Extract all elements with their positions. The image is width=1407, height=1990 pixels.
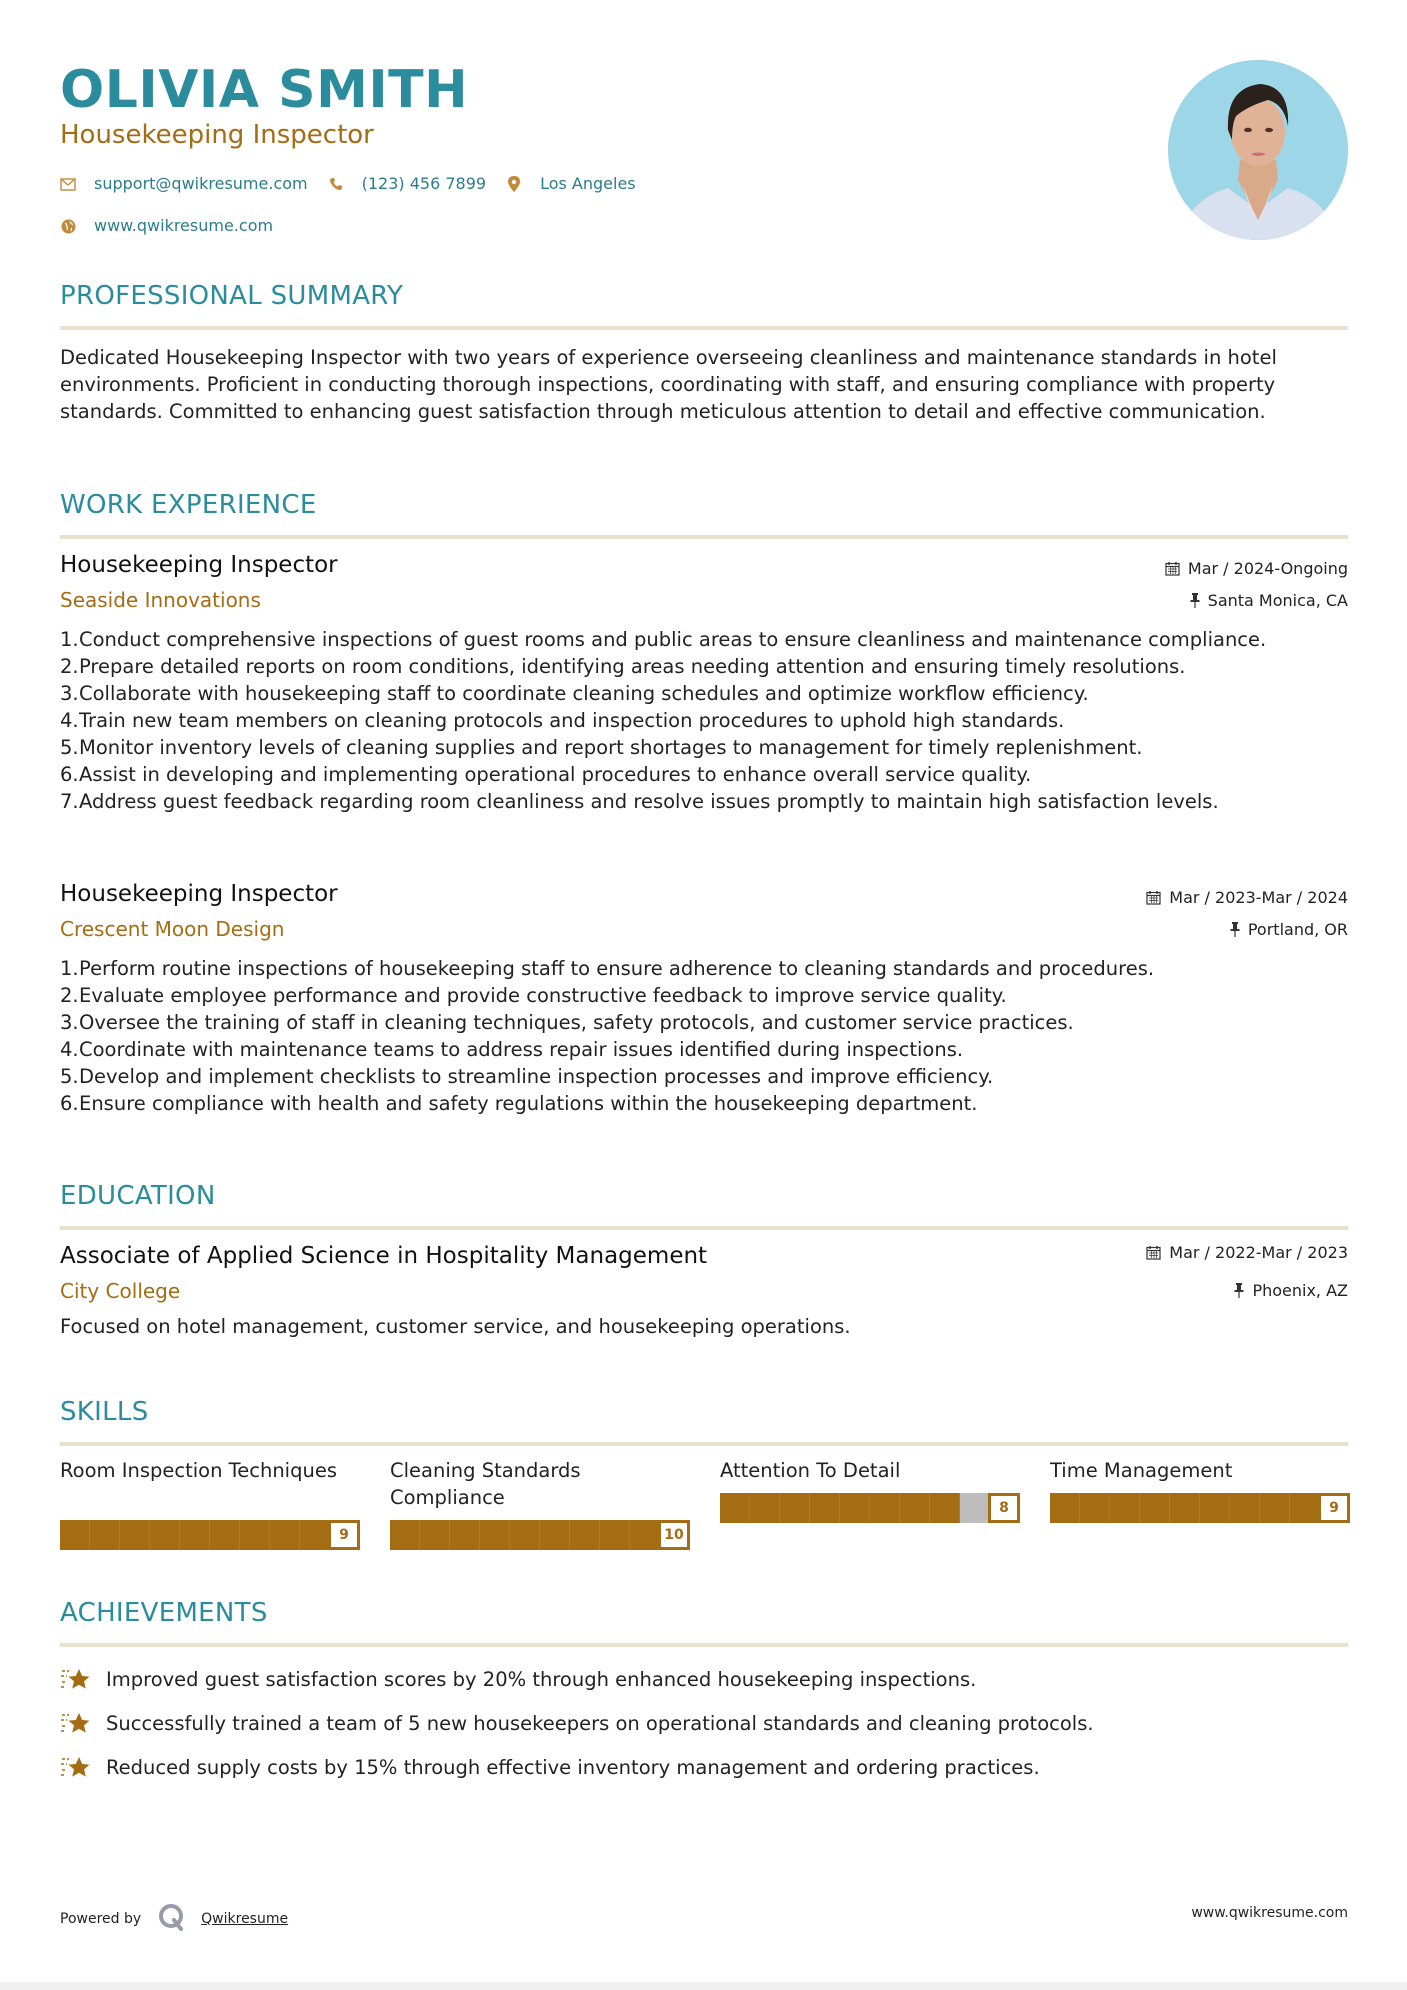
education-dates: Mar / 2022-Mar / 2023 (1146, 1243, 1348, 1262)
bullet-item: 2. Prepare detailed reports on room conditions, identifying areas needing attention and ensuring timely resolutions. (60, 655, 1186, 678)
bullet-item: 6. Assist in developing and implementing operational procedures to enhance overall service quality. (60, 763, 1032, 786)
education-section-header (60, 1180, 1348, 1230)
calendar-icon (1165, 561, 1180, 576)
achievements-list (60, 1657, 1348, 1789)
contact-website[interactable] (60, 215, 273, 237)
person-avatar-icon (1168, 60, 1348, 240)
section-divider (60, 1643, 1348, 1647)
website-text: www.qwikresume.com (94, 216, 274, 235)
achievements-heading: ACHIEVEMENTS (60, 1598, 268, 1628)
map-pin-icon (506, 176, 522, 192)
bullet-item: 3. Collaborate with housekeeping staff to coordinate cleaning schedules and optimize workflow efficiency. (60, 682, 1089, 705)
pushpin-icon (1190, 593, 1200, 608)
skill-item (60, 1457, 360, 1550)
bullet-item: 3. Oversee the training of staff in cleaning techniques, safety protocols, and customer service practices. (60, 1011, 1074, 1034)
skill-item (1050, 1457, 1350, 1550)
education-heading: EDUCATION (60, 1181, 216, 1211)
qwikresume-link[interactable]: Qwikresume (201, 1911, 289, 1927)
education-description: Focused on hotel management, customer service, and housekeeping operations. (60, 1315, 851, 1338)
skill-rating-bar (60, 1520, 360, 1550)
skill-score: 10 (658, 1520, 690, 1550)
bullet-item: 4. Coordinate with maintenance teams to address repair issues identified during inspections. (60, 1038, 964, 1061)
profile-photo (1168, 60, 1348, 240)
location-text: Los Angeles (540, 174, 636, 193)
job-location: Portland, OR (1230, 920, 1348, 939)
job-company: Seaside Innovations (60, 588, 261, 612)
shooting-star-icon (60, 1709, 92, 1737)
resume-page (60, 0, 1348, 1990)
footer-website-link[interactable]: www.qwikresume.com (1191, 1905, 1348, 1921)
contact-location (506, 173, 636, 195)
summary-heading: PROFESSIONAL SUMMARY (60, 281, 404, 311)
job-dates: Mar / 2024-Ongoing (1165, 559, 1348, 578)
calendar-icon (1146, 1245, 1161, 1260)
skills-heading: SKILLS (60, 1397, 149, 1427)
phone-text: (123) 456 7899 (361, 174, 487, 193)
skill-name: Attention To Detail (720, 1459, 901, 1482)
skills-grid (60, 1457, 1348, 1550)
bullet-item: 5. Develop and implement checklists to streamline inspection processes and improve efficiency. (60, 1065, 994, 1088)
skill-score: 8 (988, 1493, 1020, 1523)
globe-icon (60, 218, 76, 234)
candidate-title: Housekeeping Inspector (60, 120, 374, 150)
bullet-item: 2. Evaluate employee performance and provide constructive feedback to improve service quality. (60, 984, 1007, 1007)
experience-heading: WORK EXPERIENCE (60, 490, 317, 520)
email-text: support@qwikresume.com (94, 174, 308, 193)
job-company: Crescent Moon Design (60, 917, 285, 941)
contact-row-website (60, 215, 293, 237)
section-divider (60, 1226, 1348, 1230)
achievement-item: Successfully trained a team of 5 new housekeepers on operational standards and cleaning protocols. (60, 1701, 1348, 1745)
phone-icon (328, 176, 344, 192)
shooting-star-icon (60, 1665, 92, 1693)
qwikresume-logo-icon (157, 1902, 187, 1936)
skill-name: Cleaning Standards Compliance (390, 1459, 581, 1509)
education-entry (60, 1241, 1348, 1340)
skill-score: 9 (328, 1520, 360, 1550)
bullet-item: 6. Ensure compliance with health and safety regulations within the housekeeping department. (60, 1092, 978, 1115)
achievement-item: Improved guest satisfaction scores by 20% through enhanced housekeeping inspections. (60, 1657, 1348, 1701)
section-divider (60, 326, 1348, 330)
experience-section-header (60, 489, 1348, 539)
section-divider (60, 535, 1348, 539)
summary-section-header (60, 280, 1348, 330)
powered-by-label: Powered by (60, 1911, 142, 1927)
contact-phone[interactable] (328, 173, 486, 195)
skill-rating-bar (1050, 1493, 1350, 1523)
calendar-icon (1146, 890, 1161, 905)
skill-rating-bar (390, 1520, 690, 1550)
skill-rating-bar (720, 1493, 1020, 1523)
bullet-item: 7. Address guest feedback regarding room cleanliness and resolve issues promptly to maintain high satisfaction levels. (60, 790, 1219, 813)
job-location: Santa Monica, CA (1190, 591, 1348, 610)
contact-row (60, 173, 656, 195)
job-bullets (60, 955, 1348, 1117)
section-divider (60, 1442, 1348, 1446)
job-entry (60, 879, 1348, 1117)
job-title: Housekeeping Inspector (60, 881, 338, 907)
page-bottom-edge (0, 1982, 1407, 1990)
education-location: Phoenix, AZ (1234, 1281, 1348, 1300)
skill-name: Room Inspection Techniques (60, 1459, 337, 1482)
candidate-name: OLIVIA SMITH (60, 60, 469, 120)
envelope-icon (60, 176, 76, 192)
footer-powered-by (60, 1902, 288, 1936)
job-entry (60, 550, 1348, 815)
summary-text: Dedicated Housekeeping Inspector with two years of experience overseeing cleanliness and maintenance standards in hotel environments. Proficient in conducting thorough inspections, coordinating with staff, and ensuring compliance with property standards. Committed to enhancing guest satisfaction through meticulous attention to detail and effective communication. (60, 346, 1277, 423)
skills-section-header (60, 1396, 1348, 1446)
achievement-item: Reduced supply costs by 15% through effective inventory management and ordering practices. (60, 1745, 1348, 1789)
job-title: Housekeeping Inspector (60, 552, 338, 578)
job-bullets (60, 626, 1348, 815)
job-dates: Mar / 2023-Mar / 2024 (1146, 888, 1348, 907)
achievements-section-header (60, 1597, 1348, 1647)
pushpin-icon (1230, 922, 1240, 937)
bullet-item: 1. Conduct comprehensive inspections of guest rooms and public areas to ensure cleanliness and maintenance compliance. (60, 628, 1267, 651)
skill-name: Time Management (1050, 1459, 1233, 1482)
contact-email[interactable] (60, 173, 308, 195)
bullet-item: 1. Perform routine inspections of housekeeping staff to ensure adherence to cleaning standards and procedures. (60, 957, 1155, 980)
bullet-item: 5. Monitor inventory levels of cleaning supplies and report shortages to management for timely replenishment. (60, 736, 1143, 759)
skill-score: 9 (1318, 1493, 1350, 1523)
skill-item (720, 1457, 1020, 1550)
degree-title: Associate of Applied Science in Hospitality Management (60, 1243, 708, 1269)
skill-item (390, 1457, 690, 1550)
shooting-star-icon (60, 1753, 92, 1781)
school-name: City College (60, 1279, 181, 1303)
bullet-item: 4. Train new team members on cleaning protocols and inspection procedures to uphold high standards. (60, 709, 1065, 732)
pushpin-icon (1234, 1283, 1244, 1298)
